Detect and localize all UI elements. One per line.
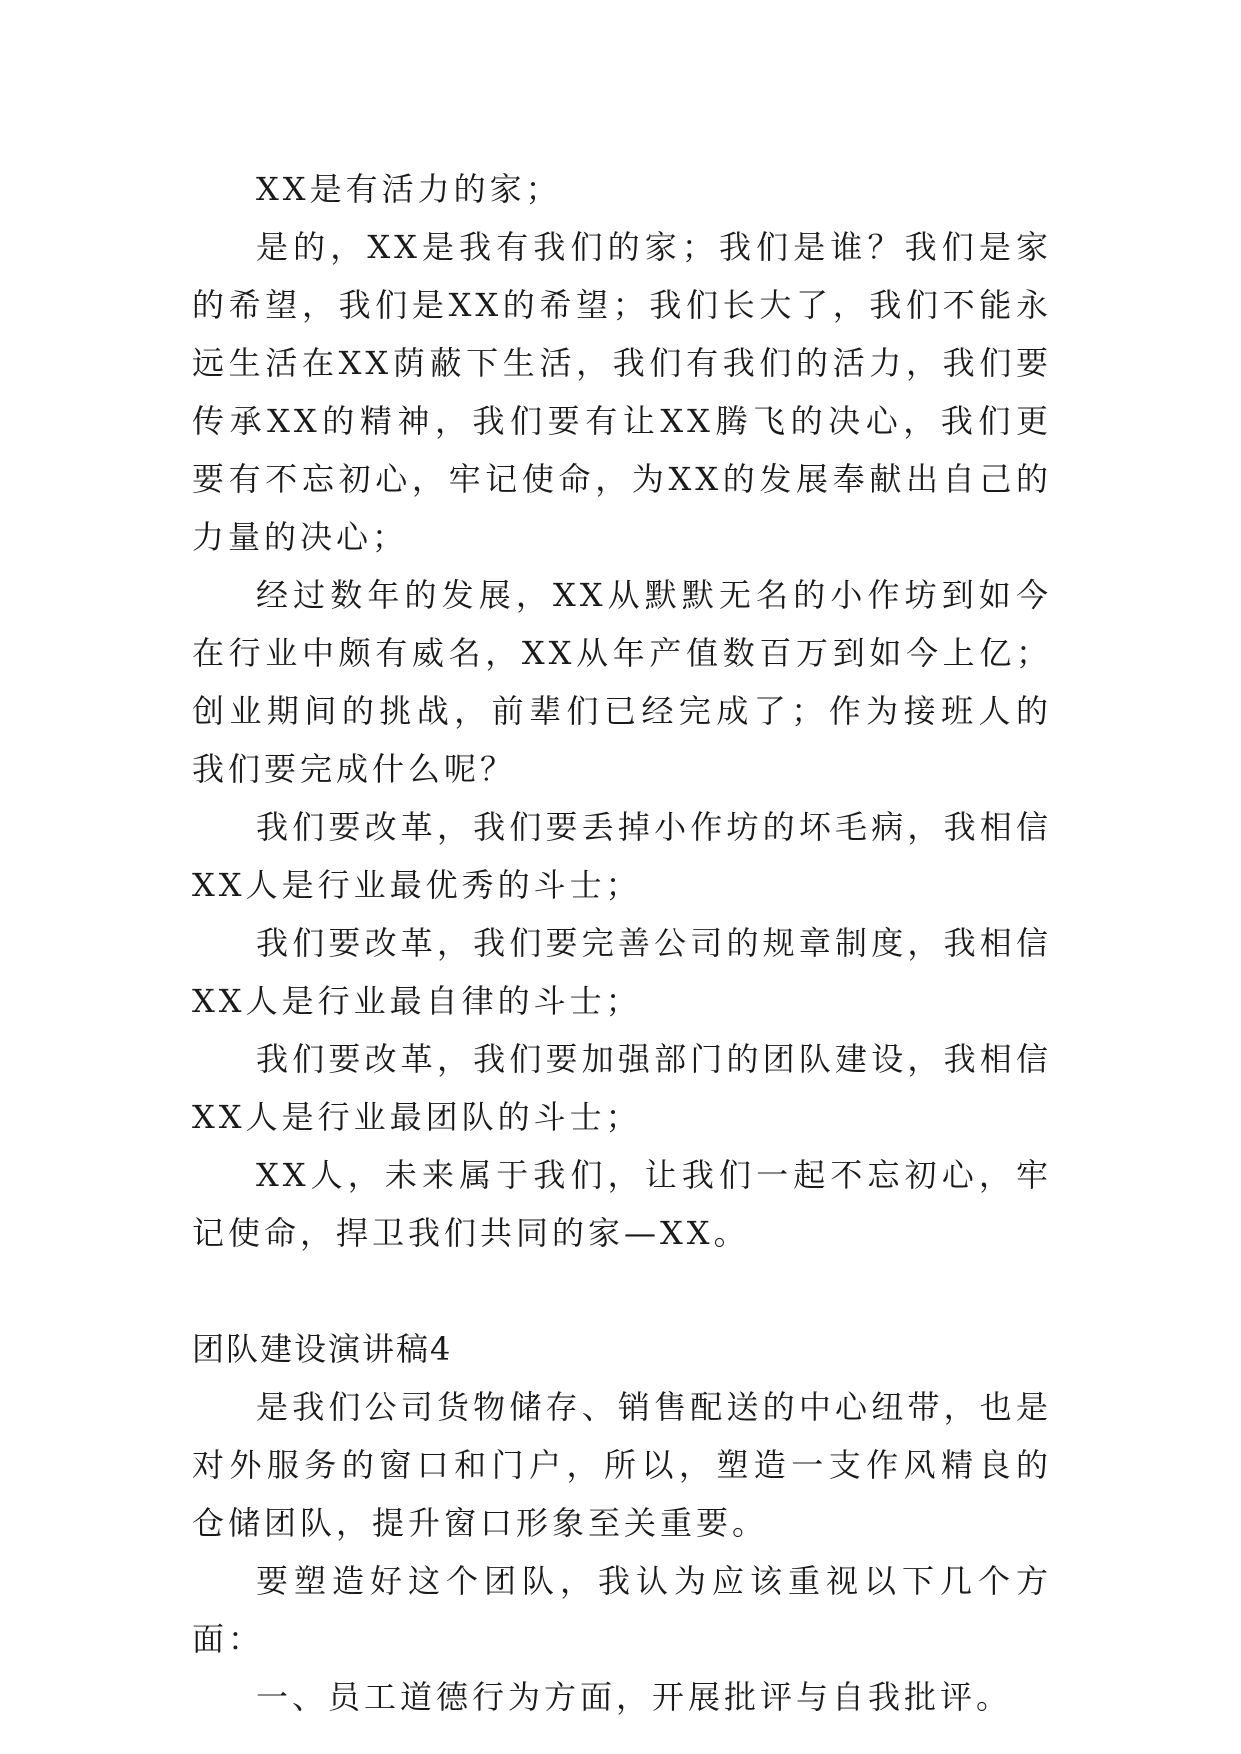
paragraph-9: 要塑造好这个团队，我认为应该重视以下几个方面： [192, 1562, 1052, 1658]
paragraph-10: 一、员工道德行为方面，开展批评与自我批评。 [256, 1678, 1013, 1716]
paragraph-3: 经过数年的发展，XX从默默无名的小作坊到如今在行业中颇有威名，XX从年产值数百万到如今上亿；创业期间的挑战，前辈们已经完成了；作为接班人的我们要完成什么呢？ [192, 576, 1052, 788]
paragraph-5: 我们要改革，我们要完善公司的规章制度，我相信XX人是行业最自律的斗士； [192, 924, 1052, 1020]
section-title: 团队建设演讲稿4 [192, 1330, 453, 1368]
document-body [192, 160, 1052, 1726]
paragraph-4: 我们要改革，我们要丢掉小作坊的坏毛病，我相信XX人是行业最优秀的斗士； [192, 808, 1052, 904]
paragraph-2: 是的，XX是我有我们的家；我们是谁？我们是家的希望，我们是XX的希望；我们长大了，我们不能永远生活在XX荫蔽下生活，我们有我们的活力，我们要传承XX的精神，我们要有让XX腾飞的决心，我们更要有不忘初心，牢记使命，为XX的发展奉献出自己的力量的决心； [192, 228, 1052, 556]
paragraph-7: XX人，未来属于我们，让我们一起不忘初心，牢记使命，捍卫我们共同的家—XX。 [192, 1156, 1052, 1252]
paragraph-1: XX是有活力的家； [256, 170, 562, 208]
paragraph-8: 是我们公司货物储存、销售配送的中心纽带，也是对外服务的窗口和门户，所以，塑造一支作风精良的仓储团队，提升窗口形象至关重要。 [192, 1388, 1052, 1542]
paragraph-6: 我们要改革，我们要加强部门的团队建设，我相信XX人是行业最团队的斗士； [192, 1040, 1052, 1136]
